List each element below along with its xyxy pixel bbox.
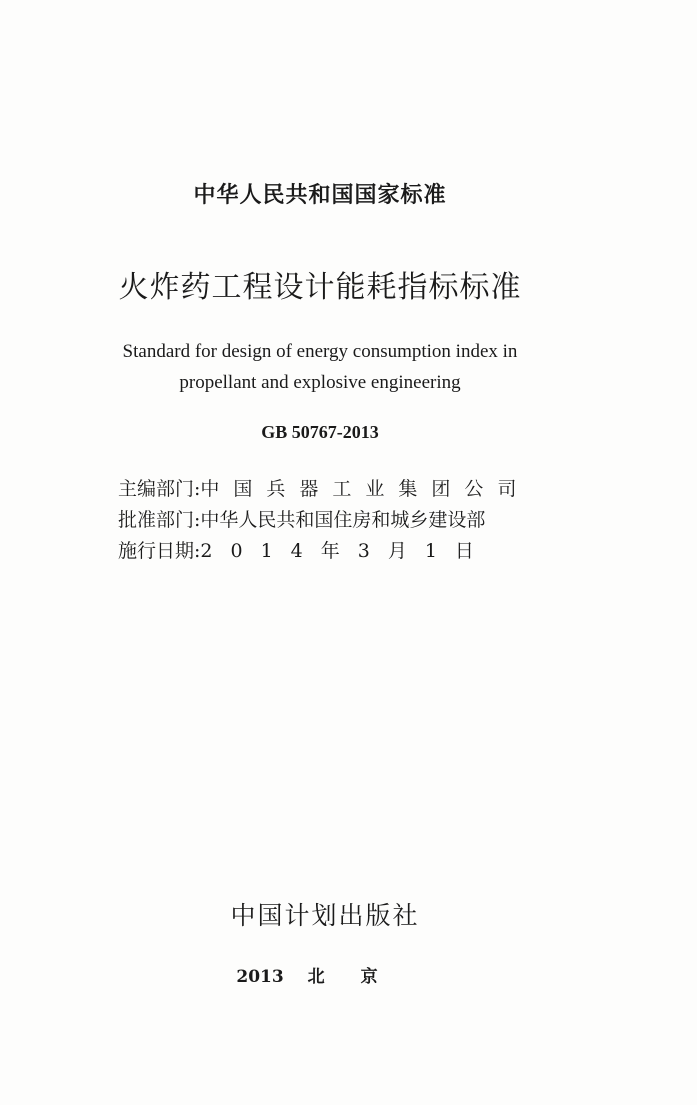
- effective-date-label: 施行日期:: [118, 540, 201, 562]
- standard-title-english: [0, 336, 640, 398]
- english-title-line-1: Standard for design of energy consumption index in: [122, 341, 518, 362]
- standard-code: GB 50767-2013: [261, 422, 379, 442]
- national-standard-heading: 中华人民共和国国家标准: [193, 183, 447, 208]
- approval-dept-label: 批准部门:: [118, 509, 201, 531]
- chief-editor-row: [118, 474, 530, 505]
- chief-editor-label: 主编部门:: [118, 478, 201, 500]
- publication-footer: [0, 962, 650, 987]
- publication-city: 北京: [307, 967, 414, 987]
- approval-dept-value: 中华人民共和国住房和城乡建设部: [200, 509, 486, 531]
- english-title-line-2: propellant and explosive engineering: [179, 372, 461, 393]
- effective-date-value: 2014年3月1日: [200, 540, 492, 562]
- publisher-name: 中国计划出版社: [230, 901, 420, 930]
- standard-info-block: [118, 474, 530, 567]
- effective-date-row: [118, 536, 530, 567]
- publication-year: 2013: [236, 967, 284, 987]
- chief-editor-value: 中国兵器工业集团公司: [200, 478, 531, 500]
- standard-title-chinese: 火炸药工程设计能耗指标标准: [118, 270, 522, 305]
- approval-dept-row: [118, 505, 530, 536]
